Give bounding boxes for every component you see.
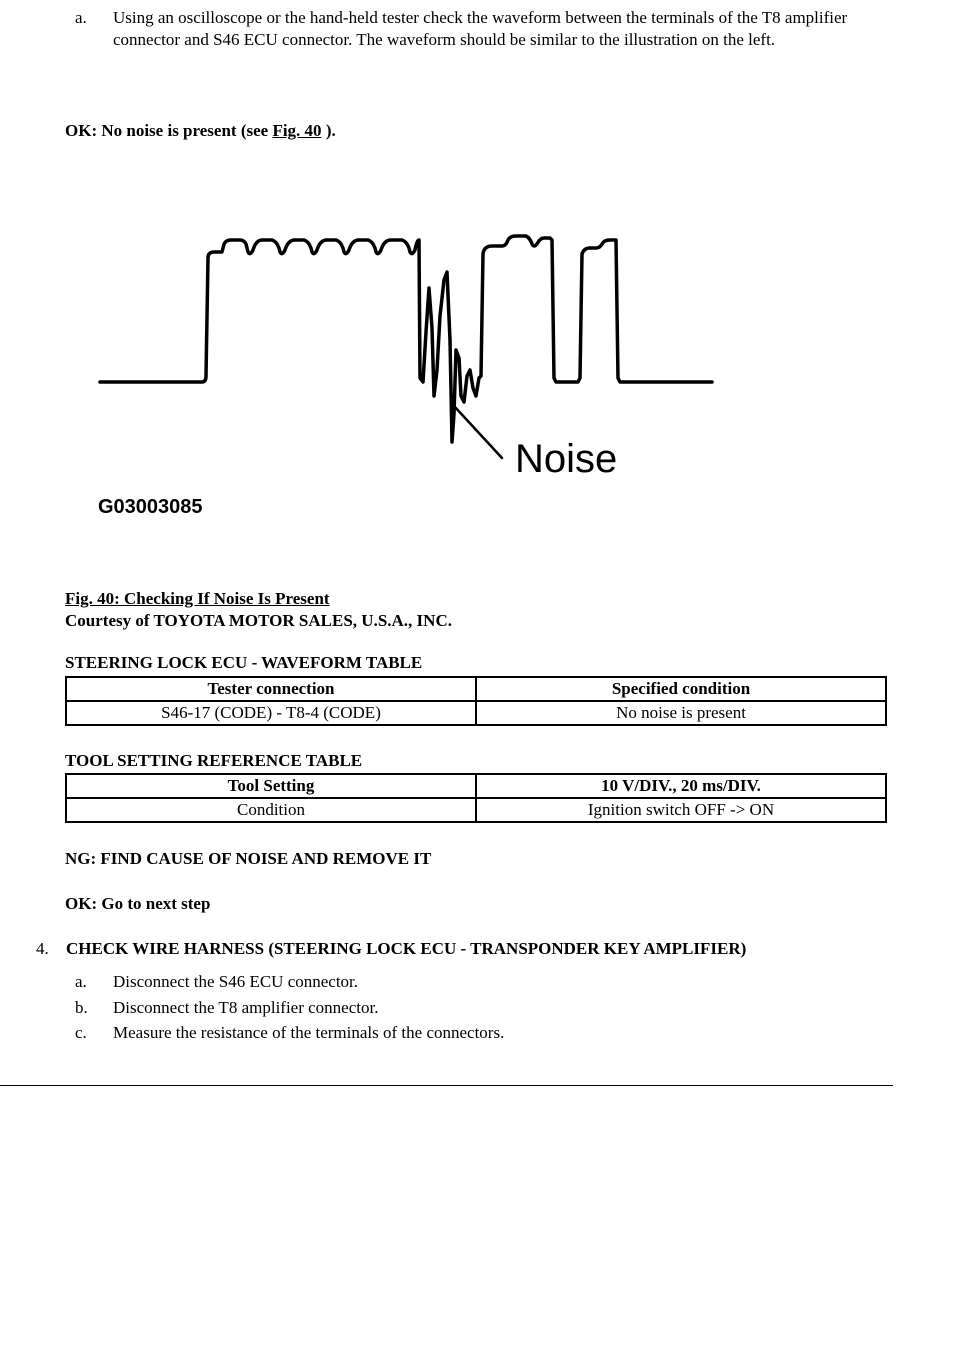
substep-b	[75, 998, 378, 1018]
substep-text: Measure the resistance of the terminals of the connectors.	[113, 1023, 505, 1042]
step-4-title: CHECK WIRE HARNESS (STEERING LOCK ECU - TRANSPONDER KEY AMPLIFIER)	[66, 939, 747, 958]
ng-line: NG: FIND CAUSE OF NOISE AND REMOVE IT	[65, 849, 432, 868]
waveform-illustration	[90, 210, 730, 530]
table-header-cell: Tool Setting	[66, 774, 476, 798]
table-cell: No noise is present	[476, 701, 886, 725]
table-row	[66, 798, 886, 822]
table-header-row	[66, 774, 886, 798]
table-cell: S46-17 (CODE) - T8-4 (CODE)	[66, 701, 476, 725]
noise-leader-line	[454, 406, 502, 458]
substep-label: a.	[75, 972, 87, 991]
figure-code: G03003085	[98, 496, 203, 518]
ok-no-noise-line	[65, 121, 336, 141]
page-divider	[0, 1085, 893, 1086]
table-row	[66, 701, 886, 725]
step-a-label: a.	[75, 8, 87, 27]
ok-prefix: OK: No noise is present (see	[65, 121, 273, 140]
table-header-cell: 10 V/DIV., 20 ms/DIV.	[476, 774, 886, 798]
table-header-cell: Specified condition	[476, 677, 886, 701]
ok-suffix: ).	[321, 121, 336, 140]
step-a	[75, 7, 895, 51]
waveform-table-title: STEERING LOCK ECU - WAVEFORM TABLE	[65, 653, 423, 672]
tool-setting-table	[65, 773, 887, 823]
substep-c	[75, 1023, 504, 1043]
courtesy-line: Courtesy of TOYOTA MOTOR SALES, U.S.A., INC.	[65, 611, 452, 630]
waveform-figure	[90, 210, 730, 530]
tool-table-title: TOOL SETTING REFERENCE TABLE	[65, 751, 363, 770]
substep-text: Disconnect the S46 ECU connector.	[113, 972, 359, 991]
table-header-cell: Tester connection	[66, 677, 476, 701]
substep-text: Disconnect the T8 amplifier connector.	[113, 998, 379, 1017]
waveform-trace	[100, 236, 712, 442]
substep-label: c.	[75, 1023, 87, 1042]
noise-label: Noise	[515, 437, 618, 481]
figure-caption[interactable]: Fig. 40: Checking If Noise Is Present	[65, 589, 330, 608]
table-header-row	[66, 677, 886, 701]
step-4-heading	[36, 939, 746, 959]
substep-a	[75, 972, 358, 992]
ok-next-step-line: OK: Go to next step	[65, 894, 211, 913]
step-a-text: Using an oscilloscope or the hand-held tester check the waveform between the terminals of the T8 amplifier connector and S46 ECU connector. The waveform should be similar to the illustration on the left.	[113, 8, 848, 49]
substep-label: b.	[75, 998, 88, 1017]
table-cell: Ignition switch OFF -> ON	[476, 798, 886, 822]
waveform-table	[65, 676, 887, 726]
table-cell: Condition	[66, 798, 476, 822]
fig-40-link[interactable]: Fig. 40	[272, 121, 322, 140]
step-4-number: 4.	[36, 939, 49, 958]
